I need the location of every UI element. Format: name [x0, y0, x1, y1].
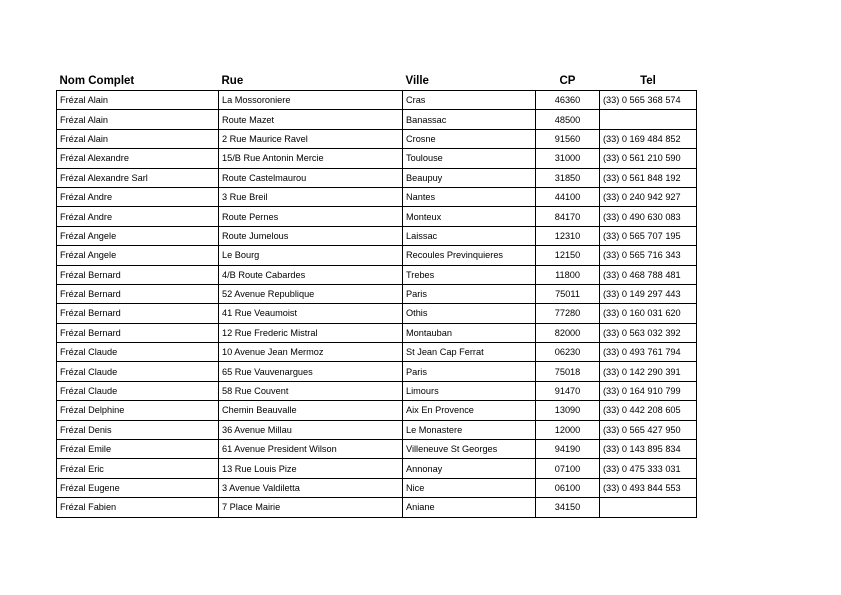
cell-cp: 84170	[536, 207, 600, 226]
table-row	[57, 323, 697, 342]
cell-tel: (33) 0 561 848 192	[600, 168, 697, 187]
cell-nom-complet: Frézal Alain	[57, 110, 219, 129]
cell-tel: (33) 0 493 761 794	[600, 343, 697, 362]
table-header	[57, 72, 697, 91]
table-row	[57, 246, 697, 265]
cell-ville: Othis	[403, 304, 536, 323]
cell-cp: 06100	[536, 478, 600, 497]
cell-tel: (33) 0 565 707 195	[600, 226, 697, 245]
cell-rue: 36 Avenue Millau	[219, 420, 403, 439]
table-row	[57, 226, 697, 245]
table-body	[57, 91, 697, 518]
cell-cp: 91560	[536, 129, 600, 148]
cell-rue: 65 Rue Vauvenargues	[219, 362, 403, 381]
cell-cp: 34150	[536, 498, 600, 517]
cell-nom-complet: Frézal Claude	[57, 381, 219, 400]
cell-nom-complet: Frézal Claude	[57, 343, 219, 362]
cell-nom-complet: Frézal Alexandre Sarl	[57, 168, 219, 187]
cell-cp: 82000	[536, 323, 600, 342]
cell-tel: (33) 0 468 788 481	[600, 265, 697, 284]
directory-table	[56, 72, 697, 518]
cell-nom-complet: Frézal Alain	[57, 91, 219, 110]
table-row	[57, 265, 697, 284]
cell-cp: 91470	[536, 381, 600, 400]
table-row	[57, 129, 697, 148]
cell-ville: Le Monastere	[403, 420, 536, 439]
cell-tel: (33) 0 160 031 620	[600, 304, 697, 323]
cell-tel: (33) 0 490 630 083	[600, 207, 697, 226]
table-row	[57, 304, 697, 323]
cell-cp: 94190	[536, 440, 600, 459]
cell-ville: Trebes	[403, 265, 536, 284]
cell-tel: (33) 0 142 290 391	[600, 362, 697, 381]
cell-ville: Paris	[403, 284, 536, 303]
cell-rue: Route Mazet	[219, 110, 403, 129]
cell-ville: Recoules Previnquieres	[403, 246, 536, 265]
header-ville: Ville	[405, 75, 429, 87]
cell-rue: 3 Rue Breil	[219, 187, 403, 206]
table-row	[57, 149, 697, 168]
cell-tel: (33) 0 442 208 605	[600, 401, 697, 420]
cell-rue: 10 Avenue Jean Mermoz	[219, 343, 403, 362]
table-row	[57, 401, 697, 420]
cell-rue: 7 Place Mairie	[219, 498, 403, 517]
cell-ville: Nantes	[403, 187, 536, 206]
cell-tel: (33) 0 475 333 031	[600, 459, 697, 478]
cell-cp: 31000	[536, 149, 600, 168]
cell-cp: 46360	[536, 91, 600, 110]
cell-tel: (33) 0 565 716 343	[600, 246, 697, 265]
cell-ville: Toulouse	[403, 149, 536, 168]
cell-rue: 58 Rue Couvent	[219, 381, 403, 400]
cell-rue: Route Jumelous	[219, 226, 403, 245]
cell-nom-complet: Frézal Fabien	[57, 498, 219, 517]
cell-tel: (33) 0 143 895 834	[600, 440, 697, 459]
cell-cp: 13090	[536, 401, 600, 420]
cell-ville: Aix En Provence	[403, 401, 536, 420]
table-row	[57, 284, 697, 303]
cell-tel: (33) 0 164 910 799	[600, 381, 697, 400]
cell-rue: 12 Rue Frederic Mistral	[219, 323, 403, 342]
cell-rue: Chemin Beauvalle	[219, 401, 403, 420]
cell-tel: (33) 0 493 844 553	[600, 478, 697, 497]
cell-cp: 48500	[536, 110, 600, 129]
header-row	[57, 72, 697, 91]
cell-cp: 44100	[536, 187, 600, 206]
cell-nom-complet: Frézal Bernard	[57, 265, 219, 284]
cell-nom-complet: Frézal Alexandre	[57, 149, 219, 168]
cell-nom-complet: Frézal Eugene	[57, 478, 219, 497]
cell-ville: Villeneuve St Georges	[403, 440, 536, 459]
cell-ville: Monteux	[403, 207, 536, 226]
cell-rue: 13 Rue Louis Pize	[219, 459, 403, 478]
cell-nom-complet: Frézal Andre	[57, 187, 219, 206]
cell-nom-complet: Frézal Emile	[57, 440, 219, 459]
cell-cp: 12150	[536, 246, 600, 265]
table-row	[57, 343, 697, 362]
cell-nom-complet: Frézal Bernard	[57, 304, 219, 323]
table-row	[57, 478, 697, 497]
cell-nom-complet: Frézal Bernard	[57, 284, 219, 303]
cell-tel: (33) 0 565 368 574	[600, 91, 697, 110]
cell-rue: 41 Rue Veaumoist	[219, 304, 403, 323]
cell-rue: Le Bourg	[219, 246, 403, 265]
cell-ville: Paris	[403, 362, 536, 381]
cell-rue: Route Pernes	[219, 207, 403, 226]
cell-rue: 61 Avenue President Wilson	[219, 440, 403, 459]
cell-cp: 75018	[536, 362, 600, 381]
cell-nom-complet: Frézal Claude	[57, 362, 219, 381]
cell-rue: 3 Avenue Valdiletta	[219, 478, 403, 497]
cell-cp: 77280	[536, 304, 600, 323]
cell-nom-complet: Frézal Angele	[57, 246, 219, 265]
cell-tel: (33) 0 563 032 392	[600, 323, 697, 342]
cell-rue: 2 Rue Maurice Ravel	[219, 129, 403, 148]
cell-tel: (33) 0 240 942 927	[600, 187, 697, 206]
cell-tel	[600, 110, 697, 129]
table-row	[57, 498, 697, 517]
header-rue: Rue	[221, 75, 244, 87]
cell-ville: Cras	[403, 91, 536, 110]
cell-tel: (33) 0 565 427 950	[600, 420, 697, 439]
cell-tel	[600, 498, 697, 517]
cell-nom-complet: Frézal Andre	[57, 207, 219, 226]
table-row	[57, 420, 697, 439]
cell-ville: Banassac	[403, 110, 536, 129]
cell-tel: (33) 0 561 210 590	[600, 149, 697, 168]
cell-nom-complet: Frézal Alain	[57, 129, 219, 148]
table-row	[57, 362, 697, 381]
table-row	[57, 440, 697, 459]
table-row	[57, 187, 697, 206]
cell-tel: (33) 0 149 297 443	[600, 284, 697, 303]
cell-nom-complet: Frézal Eric	[57, 459, 219, 478]
cell-ville: Crosne	[403, 129, 536, 148]
table-row	[57, 459, 697, 478]
directory-sheet	[56, 72, 697, 518]
cell-rue: 4/B Route Cabardes	[219, 265, 403, 284]
cell-ville: Annonay	[403, 459, 536, 478]
header-nom-complet: Nom Complet	[59, 75, 135, 87]
cell-cp: 07100	[536, 459, 600, 478]
table-row	[57, 91, 697, 110]
cell-rue: Route Castelmaurou	[219, 168, 403, 187]
cell-cp: 31850	[536, 168, 600, 187]
cell-nom-complet: Frézal Angele	[57, 226, 219, 245]
cell-tel: (33) 0 169 484 852	[600, 129, 697, 148]
cell-cp: 11800	[536, 265, 600, 284]
header-cp: CP	[559, 75, 576, 87]
table-row	[57, 110, 697, 129]
cell-cp: 06230	[536, 343, 600, 362]
cell-ville: Montauban	[403, 323, 536, 342]
cell-cp: 75011	[536, 284, 600, 303]
cell-ville: Limours	[403, 381, 536, 400]
table-row	[57, 381, 697, 400]
header-tel: Tel	[640, 75, 656, 87]
cell-ville: Aniane	[403, 498, 536, 517]
cell-ville: Beaupuy	[403, 168, 536, 187]
cell-rue: 52 Avenue Republique	[219, 284, 403, 303]
table-row	[57, 207, 697, 226]
cell-rue: La Mossoroniere	[219, 91, 403, 110]
cell-nom-complet: Frézal Denis	[57, 420, 219, 439]
cell-cp: 12000	[536, 420, 600, 439]
cell-ville: Laissac	[403, 226, 536, 245]
cell-nom-complet: Frézal Delphine	[57, 401, 219, 420]
cell-ville: St Jean Cap Ferrat	[403, 343, 536, 362]
table-row	[57, 168, 697, 187]
cell-rue: 15/B Rue Antonin Mercie	[219, 149, 403, 168]
cell-ville: Nice	[403, 478, 536, 497]
cell-nom-complet: Frézal Bernard	[57, 323, 219, 342]
cell-cp: 12310	[536, 226, 600, 245]
